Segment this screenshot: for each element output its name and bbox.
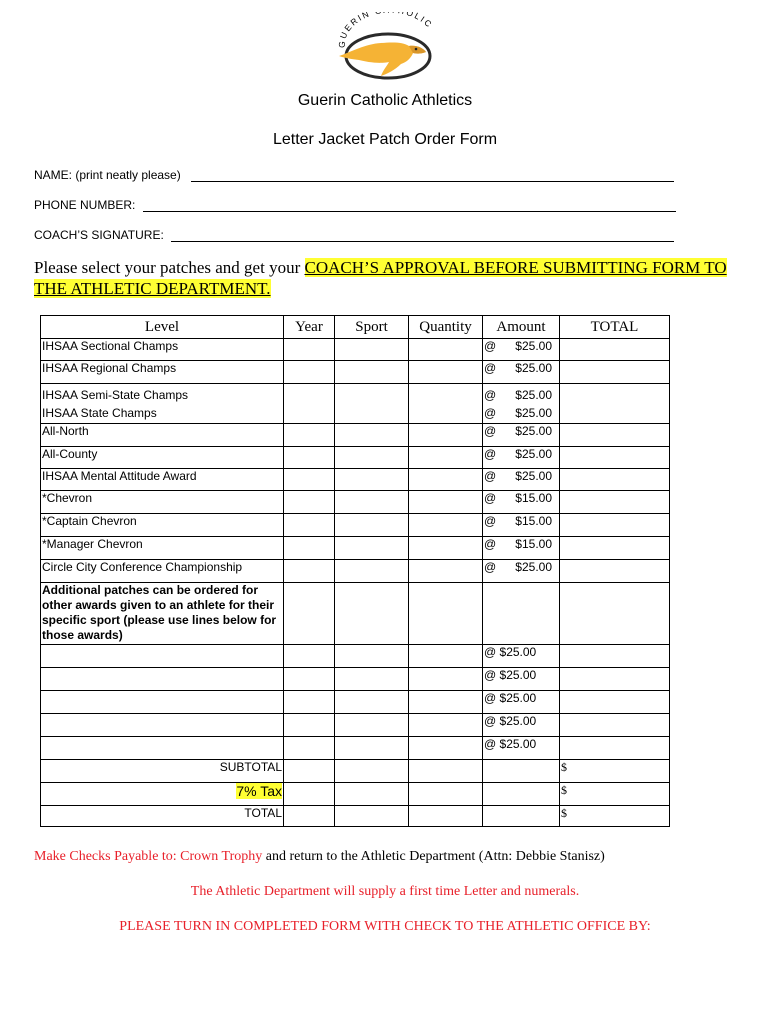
amount-cell (483, 760, 560, 783)
table-header-row (41, 316, 670, 339)
table-row (41, 668, 670, 691)
sport-cell[interactable] (335, 668, 409, 691)
quantity-cell[interactable] (409, 583, 483, 645)
quantity-cell[interactable] (409, 424, 483, 447)
level-cell: All-County (41, 447, 284, 469)
amount-cell: @ $15.00 (483, 491, 560, 514)
table-row (41, 424, 670, 447)
phone-line[interactable] (143, 211, 676, 212)
level-cell: IHSAA Mental Attitude Award (41, 469, 284, 491)
header-quantity: Quantity (409, 316, 483, 339)
quantity-cell[interactable] (409, 447, 483, 469)
sport-cell (335, 783, 409, 806)
custom-award-cell[interactable] (41, 645, 284, 668)
table-row (41, 645, 670, 668)
level-cell: *Captain Chevron (41, 514, 284, 537)
amount-cell: @ $25.00 (483, 714, 560, 737)
sport-cell[interactable] (335, 737, 409, 760)
total-cell[interactable] (560, 514, 670, 537)
quantity-cell[interactable] (409, 645, 483, 668)
custom-award-cell[interactable] (41, 668, 284, 691)
total-cell[interactable] (560, 537, 670, 560)
amount-cell (483, 583, 560, 645)
year-cell[interactable] (284, 691, 335, 714)
form-subtitle: Letter Jacket Patch Order Form (272, 131, 498, 148)
year-cell[interactable] (284, 447, 335, 469)
total-label: TOTAL (41, 806, 284, 827)
year-cell[interactable] (284, 714, 335, 737)
table-row (41, 560, 670, 583)
table-row (41, 361, 670, 384)
table-row (41, 691, 670, 714)
table-row (41, 384, 670, 424)
approval-notice (34, 257, 744, 299)
total-cell[interactable] (560, 491, 670, 514)
logo-text: GUERIN OLIC (336, 12, 435, 49)
table-row (41, 737, 670, 760)
sport-cell[interactable] (335, 537, 409, 560)
custom-award-cell[interactable] (41, 737, 284, 760)
quantity-cell[interactable] (409, 491, 483, 514)
sport-cell[interactable] (335, 491, 409, 514)
quantity-cell[interactable] (409, 361, 483, 384)
year-cell[interactable] (284, 737, 335, 760)
custom-award-cell[interactable] (41, 691, 284, 714)
table-row (41, 514, 670, 537)
total-cell[interactable] (560, 691, 670, 714)
year-cell[interactable] (284, 424, 335, 447)
total-cell[interactable] (560, 384, 670, 424)
year-cell[interactable] (284, 537, 335, 560)
sport-cell[interactable] (335, 691, 409, 714)
subtotal-row (41, 760, 670, 783)
header-level: Level (41, 316, 284, 339)
quantity-cell[interactable] (409, 514, 483, 537)
page-title: Guerin Catholic Athletics (297, 92, 473, 109)
school-logo (331, 12, 441, 80)
signature-line[interactable] (171, 241, 674, 242)
payable-to-text: Make Checks Payable to: Crown Trophy (34, 849, 263, 864)
total-cell[interactable] (560, 469, 670, 491)
table-row (41, 469, 670, 491)
tax-label-cell (41, 783, 284, 806)
tax-label: 7% Tax (236, 783, 282, 799)
total-cell[interactable] (560, 583, 670, 645)
level-cell: *Manager Chevron (41, 537, 284, 560)
signature-field-label: COACH’S SIGNATURE: (34, 228, 164, 242)
year-cell[interactable] (284, 469, 335, 491)
quantity-cell (409, 783, 483, 806)
quantity-cell[interactable] (409, 384, 483, 424)
payment-instructions (34, 849, 605, 865)
year-cell[interactable] (284, 560, 335, 583)
phone-field-label: PHONE NUMBER: (34, 198, 136, 212)
quantity-cell (409, 806, 483, 827)
sport-cell[interactable] (335, 424, 409, 447)
amount-cell: @ $25.00 (483, 424, 560, 447)
total-cell[interactable] (560, 645, 670, 668)
table-row (41, 537, 670, 560)
tax-value[interactable]: $ (560, 783, 670, 806)
year-cell (284, 760, 335, 783)
total-row (41, 806, 670, 827)
supply-note: The Athletic Department will supply a first time Letter and numerals. (190, 884, 580, 899)
quantity-cell[interactable] (409, 339, 483, 361)
name-field-label: NAME: (print neatly please) (34, 168, 181, 182)
quantity-cell[interactable] (409, 537, 483, 560)
sport-cell[interactable] (335, 714, 409, 737)
quantity-cell[interactable] (409, 469, 483, 491)
year-cell[interactable] (284, 645, 335, 668)
amount-cell: @ $25.00 (483, 361, 560, 384)
quantity-cell[interactable] (409, 714, 483, 737)
total-cell[interactable] (560, 668, 670, 691)
amount-cell: @ $25.00 (483, 668, 560, 691)
additional-note-row (41, 583, 670, 645)
year-cell (284, 806, 335, 827)
table-row (41, 339, 670, 361)
sport-cell[interactable] (335, 339, 409, 361)
sport-cell[interactable] (335, 361, 409, 384)
year-cell[interactable] (284, 384, 335, 424)
approval-plain-text: Please select your patches and get your (34, 258, 305, 277)
total-cell[interactable] (560, 560, 670, 583)
total-cell[interactable] (560, 424, 670, 447)
year-cell[interactable] (284, 491, 335, 514)
amount-cell: @ $25.00 (483, 691, 560, 714)
year-cell (284, 783, 335, 806)
quantity-cell[interactable] (409, 737, 483, 760)
table-row (41, 491, 670, 514)
quantity-cell[interactable] (409, 691, 483, 714)
sport-cell[interactable] (335, 560, 409, 583)
sport-cell (335, 760, 409, 783)
amount-cell: @ $15.00 (483, 514, 560, 537)
approval-highlight-text: COACH’S APPROVAL BEFORE SUBMITTING FORM TO THE ATHLETIC DEPARTMENT. (34, 258, 727, 298)
amount-cell: @ $25.00 (483, 447, 560, 469)
custom-award-cell[interactable] (41, 714, 284, 737)
sport-cell (335, 806, 409, 827)
subtotal-value[interactable]: $ (560, 760, 670, 783)
total-cell[interactable] (560, 737, 670, 760)
year-cell[interactable] (284, 339, 335, 361)
amount-cell (483, 783, 560, 806)
amount-cell: @ $25.00 @ $25.00 (483, 384, 560, 424)
header-total: TOTAL (560, 316, 670, 339)
sport-cell[interactable] (335, 645, 409, 668)
amount-cell (483, 806, 560, 827)
year-cell[interactable] (284, 514, 335, 537)
quantity-cell[interactable] (409, 668, 483, 691)
sport-cell[interactable] (335, 583, 409, 645)
quantity-cell (409, 760, 483, 783)
level-cell: IHSAA Semi-State Champs IHSAA State Champs (41, 384, 284, 424)
name-line[interactable] (191, 181, 674, 182)
total-cell[interactable] (560, 361, 670, 384)
table-row (41, 714, 670, 737)
amount-cell: @ $25.00 (483, 469, 560, 491)
header-amount: Amount (483, 316, 560, 339)
level-cell: IHSAA Sectional Champs (41, 339, 284, 361)
level-cell: All-North (41, 424, 284, 447)
total-cell[interactable] (560, 714, 670, 737)
amount-cell: @ $25.00 (483, 560, 560, 583)
quantity-cell[interactable] (409, 560, 483, 583)
sport-cell[interactable] (335, 514, 409, 537)
patch-order-table (40, 315, 670, 827)
total-cell[interactable] (560, 339, 670, 361)
tax-row (41, 783, 670, 806)
amount-cell: @ $25.00 (483, 339, 560, 361)
sport-cell[interactable] (335, 469, 409, 491)
additional-patches-note: Additional patches can be ordered for other awards given to an athlete for their specific sport (please use lines below for those awards) (41, 583, 284, 645)
sport-cell[interactable] (335, 447, 409, 469)
header-sport: Sport (335, 316, 409, 339)
amount-cell: @ $25.00 (483, 645, 560, 668)
level-cell: *Chevron (41, 491, 284, 514)
header-year: Year (284, 316, 335, 339)
year-cell[interactable] (284, 361, 335, 384)
subtotal-label: SUBTOTAL (41, 760, 284, 783)
total-value[interactable]: $ (560, 806, 670, 827)
amount-cell: @ $25.00 (483, 737, 560, 760)
table-row (41, 447, 670, 469)
year-cell[interactable] (284, 668, 335, 691)
sport-cell[interactable] (335, 384, 409, 424)
total-cell[interactable] (560, 447, 670, 469)
return-to-text: and return to the Athletic Department (Attn: Debbie Stanisz) (262, 849, 605, 864)
amount-cell: @ $15.00 (483, 537, 560, 560)
turn-in-note: PLEASE TURN IN COMPLETED FORM WITH CHECK TO THE ATHLETIC OFFICE BY: (119, 919, 651, 934)
year-cell[interactable] (284, 583, 335, 645)
level-cell: IHSAA Regional Champs (41, 361, 284, 384)
level-cell: Circle City Conference Championship (41, 560, 284, 583)
